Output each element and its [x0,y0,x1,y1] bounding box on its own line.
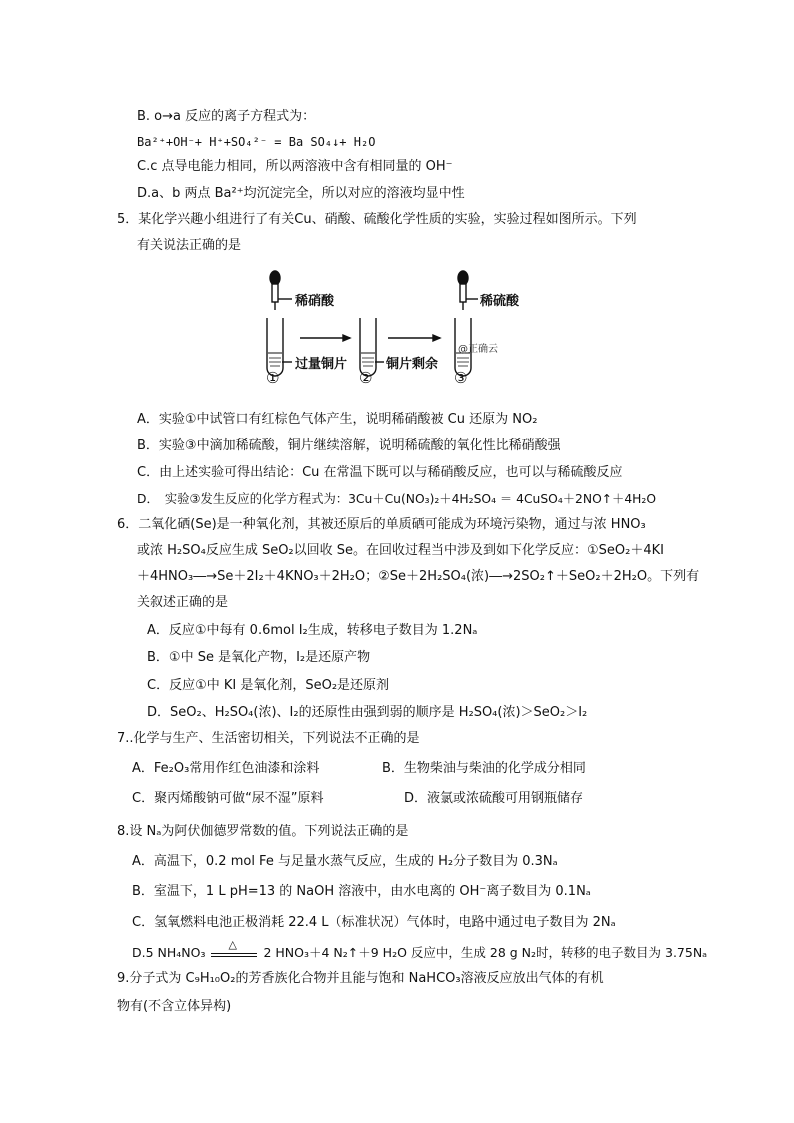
q5-option-b: B．实验③中滴加稀硫酸，铜片继续溶解，说明稀硫酸的氧化性比稀硝酸强 [137,438,561,453]
arrow-1-head [343,335,350,341]
test-tube-2 [360,318,376,376]
q7-option-c: C．聚丙烯酸钠可做“尿不湿”原料 [132,791,324,806]
q8-option-d [132,938,708,962]
q4-option-b-heading: B. o→a 反应的离子方程式为： [137,109,316,124]
q4-option-b-equation: Ba²⁺+OH⁻+ H⁺+SO₄²⁻ = Ba SO₄↓+ H₂O [137,135,376,149]
test-tube-1 [267,318,283,376]
heating-delta-symbol: △ [228,938,237,951]
q9-stem-line1: 9.分子式为 C₉H₁₀O₂的芳香族化合物并且能与饱和 NaHCO₃溶液反应放出气体的有机 [117,971,604,986]
q5-experiment-diagram [262,270,542,388]
q8-option-b: B．室温下，1 L pH=13 的 NaOH 溶液中，由水电离的 OH⁻离子数目为 0.1Nₐ [132,884,591,899]
q6-option-c: C．反应①中 KI 是氧化剂，SeO₂是还原剂 [147,678,390,693]
q8-option-a: A．高温下，0.2 mol Fe 与足量水蒸气反应，生成的 H₂分子数目为 0.3Nₐ [132,854,558,869]
q6-stem-line3: ＋4HNO₃―→Se＋2I₂＋4KNO₃＋2H₂O；②Se＋2H₂SO₄(浓)―→2SO₂↑＋SeO₂＋2H₂O。下列有 [137,569,700,584]
q8-option-d-reactant: D.5 NH₄NO₃ [132,945,206,960]
q7-option-d: D．液氯或浓硫酸可用钢瓶储存 [404,791,584,806]
watermark: @正确云 [458,344,498,355]
q6-stem-line1: 6．二氧化硒(Se)是一种氧化剂，其被还原后的单质硒可能成为环境污染物，通过与浓 HNO₃ [117,517,646,532]
q6-stem-line2: 或浓 H₂SO₄反应生成 SeO₂以回收 Se。在回收过程当中涉及到如下化学反应：①SeO₂＋4KI [137,543,665,558]
liquid-hatch-2 [362,358,374,366]
q7-stem: 7..化学与生产、生活密切相关，下列说法不正确的是 [117,731,420,746]
dropper-bulb-1 [270,271,280,285]
step-3-marker: ③ [454,369,468,387]
liquid-hatch-3 [457,358,469,366]
q7-option-a: A．Fe₂O₃常用作红色油漆和涂料 [132,761,320,776]
label-excess-copper: 过量铜片 [295,357,348,372]
arrow-2-head [433,335,440,341]
dropper-tube-2 [460,284,466,302]
q4-option-d: D.a、b 两点 Ba²⁺均沉淀完全，所以对应的溶液均显中性 [137,186,465,201]
q5-option-c: C．由上述实验可得出结论：Cu 在常温下既可以与稀硝酸反应，也可以与稀硫酸反应 [137,465,623,480]
dropper-tube-1 [272,284,278,302]
step-2-marker: ② [359,369,373,387]
q8-option-d-products: 2 HNO₃＋4 N₂↑＋9 H₂O 反应中，生成 28 g N₂时，转移的电子数目为 3.75Nₐ [263,945,708,960]
double-line [211,953,257,957]
q8-stem: 8.设 Nₐ为阿伏伽德罗常数的值。下列说法正确的是 [117,824,409,839]
q5-stem-line2: 有关说法正确的是 [137,238,242,253]
heating-condition-arrow [209,938,259,962]
q6-option-b: B．①中 Se 是氧化产物，I₂是还原产物 [147,650,371,665]
dropper-bulb-2 [458,271,468,285]
q6-option-a: A．反应①中每有 0.6mol I₂生成，转移电子数目为 1.2Nₐ [147,623,478,638]
q5-option-d: D． 实验③发生反应的化学方程式为：3Cu＋Cu(NO₃)₂＋4H₂SO₄ ＝ 4CuSO₄＋2NO↑＋4H₂O [137,492,657,506]
step-1-marker: ① [266,369,280,387]
q4-option-c: C.c 点导电能力相同，所以两溶液中含有相同量的 OH⁻ [137,159,453,174]
q5-option-a: A．实验①中试管口有红棕色气体产生，说明稀硝酸被 Cu 还原为 NO₂ [137,412,538,427]
q8-option-c: C．氢氧燃料电池正极消耗 22.4 L（标准状况）气体时，电路中通过电子数目为 2Nₐ [132,915,616,930]
liquid-hatch-1 [269,358,281,366]
q7-option-b: B．生物柴油与柴油的化学成分相同 [382,761,586,776]
label-copper-left: 铜片剩余 [386,357,439,372]
q9-stem-line2: 物有(不含立体异构) [117,999,232,1014]
label-dilute-sulfuric: 稀硫酸 [480,294,520,309]
q5-stem-line1: 5．某化学兴趣小组进行了有关Cu、硝酸、硫酸化学性质的实验，实验过程如图所示。下列 [117,212,637,227]
label-dilute-nitric: 稀硝酸 [295,294,335,309]
q6-option-d: D．SeO₂、H₂SO₄(浓)、I₂的还原性由强到弱的顺序是 H₂SO₄(浓)＞SeO₂＞I₂ [147,705,588,720]
q6-stem-line4: 关叙述正确的是 [137,595,229,610]
